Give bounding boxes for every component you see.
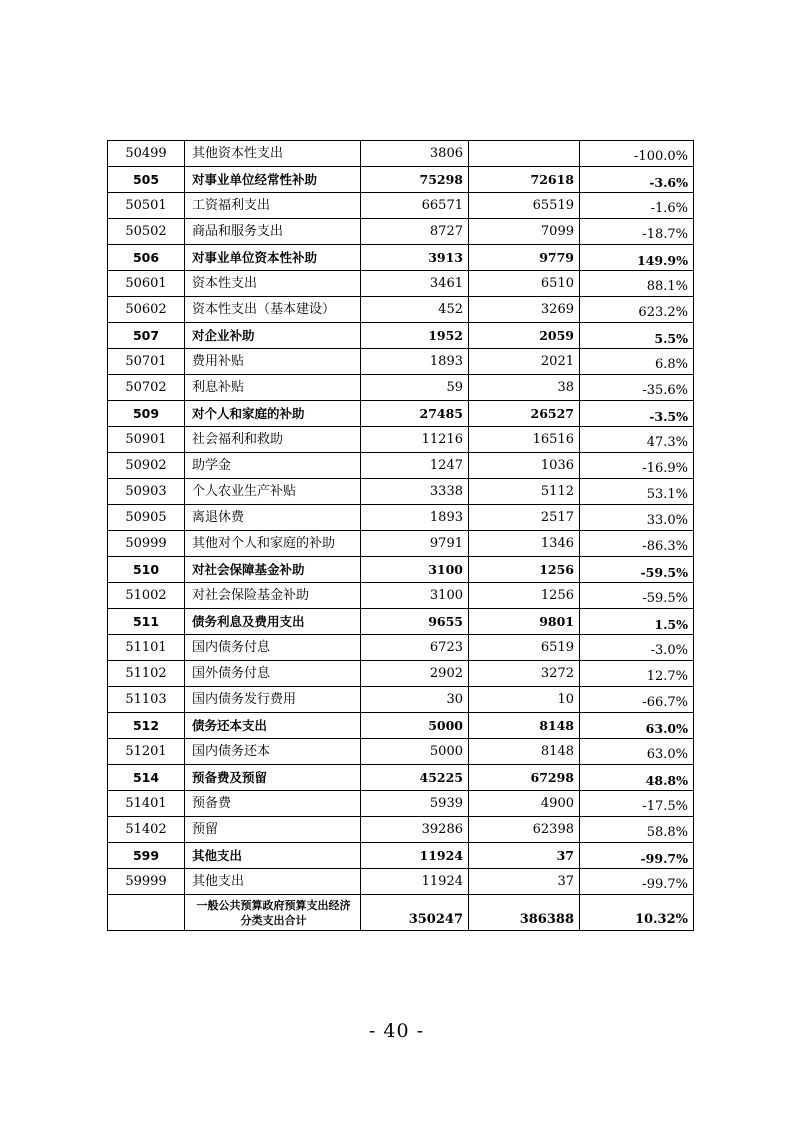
table-row [108, 297, 694, 323]
rate-cell: -66.7% [580, 687, 694, 713]
table-row [108, 531, 694, 557]
total-value1-cell: 350247 [361, 895, 469, 931]
name-cell: 个人农业生产补贴 [185, 479, 361, 505]
code-cell: 51201 [108, 739, 185, 765]
code-cell: 506 [108, 245, 185, 271]
value2-cell: 67298 [469, 765, 580, 791]
value2-cell: 37 [469, 869, 580, 895]
total-row [108, 895, 694, 931]
table-row [108, 583, 694, 609]
value1-cell: 9655 [361, 609, 469, 635]
code-cell: 51103 [108, 687, 185, 713]
value1-cell: 1893 [361, 505, 469, 531]
value2-cell: 65519 [469, 193, 580, 219]
table-row [108, 687, 694, 713]
code-cell: 51002 [108, 583, 185, 609]
rate-cell: 6.8% [580, 349, 694, 375]
value2-cell: 37 [469, 843, 580, 869]
value2-cell: 38 [469, 375, 580, 401]
code-cell: 50905 [108, 505, 185, 531]
rate-cell: -86.3% [580, 531, 694, 557]
value2-cell: 10 [469, 687, 580, 713]
value1-cell: 5000 [361, 739, 469, 765]
value2-cell: 16516 [469, 427, 580, 453]
name-cell: 助学金 [185, 453, 361, 479]
value2-cell: 3272 [469, 661, 580, 687]
name-cell: 国外债务付息 [185, 661, 361, 687]
name-cell: 对事业单位经常性补助 [185, 167, 361, 193]
table-row [108, 817, 694, 843]
category-row [108, 167, 694, 193]
name-cell: 其他对个人和家庭的补助 [185, 531, 361, 557]
value1-cell: 11924 [361, 843, 469, 869]
name-cell: 对社会保障基金补助 [185, 557, 361, 583]
name-cell: 国内债务发行费用 [185, 687, 361, 713]
name-cell: 利息补贴 [185, 375, 361, 401]
table-row [108, 869, 694, 895]
value2-cell: 1256 [469, 557, 580, 583]
table-row [108, 453, 694, 479]
category-row [108, 557, 694, 583]
value1-cell: 9791 [361, 531, 469, 557]
table-row [108, 505, 694, 531]
value1-cell: 5939 [361, 791, 469, 817]
value2-cell: 9801 [469, 609, 580, 635]
name-cell: 费用补贴 [185, 349, 361, 375]
code-cell: 599 [108, 843, 185, 869]
code-cell: 51101 [108, 635, 185, 661]
rate-cell: -3.5% [580, 401, 694, 427]
value2-cell: 1036 [469, 453, 580, 479]
name-cell: 资本性支出（基本建设） [185, 297, 361, 323]
table-row [108, 349, 694, 375]
code-cell: 50502 [108, 219, 185, 245]
rate-cell: 33.0% [580, 505, 694, 531]
rate-cell: 63.0% [580, 739, 694, 765]
value1-cell: 1893 [361, 349, 469, 375]
code-cell: 50601 [108, 271, 185, 297]
rate-cell: -3.6% [580, 167, 694, 193]
table-row [108, 271, 694, 297]
value1-cell: 5000 [361, 713, 469, 739]
value1-cell: 59 [361, 375, 469, 401]
rate-cell: -35.6% [580, 375, 694, 401]
code-cell: 511 [108, 609, 185, 635]
name-cell: 国内债务付息 [185, 635, 361, 661]
value2-cell: 1346 [469, 531, 580, 557]
name-cell: 对企业补助 [185, 323, 361, 349]
value1-cell: 27485 [361, 401, 469, 427]
value2-cell: 2021 [469, 349, 580, 375]
budget-expenditure-table [107, 140, 694, 931]
table-row [108, 193, 694, 219]
name-cell: 债务利息及费用支出 [185, 609, 361, 635]
code-cell: 50902 [108, 453, 185, 479]
value1-cell: 45225 [361, 765, 469, 791]
name-cell: 商品和服务支出 [185, 219, 361, 245]
name-cell: 其他资本性支出 [185, 141, 361, 167]
code-cell: 509 [108, 401, 185, 427]
code-cell: 50901 [108, 427, 185, 453]
name-cell: 预备费及预留 [185, 765, 361, 791]
name-cell: 其他支出 [185, 869, 361, 895]
name-cell: 社会福利和救助 [185, 427, 361, 453]
table-row [108, 141, 694, 167]
name-cell: 资本性支出 [185, 271, 361, 297]
rate-cell: -59.5% [580, 583, 694, 609]
value1-cell: 30 [361, 687, 469, 713]
table-row [108, 479, 694, 505]
rate-cell: 1.5% [580, 609, 694, 635]
rate-cell: 149.9% [580, 245, 694, 271]
value1-cell: 3100 [361, 557, 469, 583]
code-cell: 50499 [108, 141, 185, 167]
value2-cell: 2517 [469, 505, 580, 531]
value1-cell: 3913 [361, 245, 469, 271]
value2-cell [469, 141, 580, 167]
category-row [108, 323, 694, 349]
value1-cell: 3100 [361, 583, 469, 609]
rate-cell: -99.7% [580, 869, 694, 895]
value2-cell: 8148 [469, 739, 580, 765]
category-row [108, 765, 694, 791]
value1-cell: 2902 [361, 661, 469, 687]
name-cell: 对个人和家庭的补助 [185, 401, 361, 427]
rate-cell: -16.9% [580, 453, 694, 479]
value1-cell: 6723 [361, 635, 469, 661]
name-cell: 工资福利支出 [185, 193, 361, 219]
value2-cell: 7099 [469, 219, 580, 245]
value1-cell: 11924 [361, 869, 469, 895]
code-cell: 51402 [108, 817, 185, 843]
value2-cell: 26527 [469, 401, 580, 427]
rate-cell: 12.7% [580, 661, 694, 687]
code-cell: 514 [108, 765, 185, 791]
value2-cell: 72618 [469, 167, 580, 193]
category-row [108, 401, 694, 427]
value1-cell: 75298 [361, 167, 469, 193]
code-cell: 505 [108, 167, 185, 193]
value1-cell: 452 [361, 297, 469, 323]
rate-cell: 58.8% [580, 817, 694, 843]
table-row [108, 635, 694, 661]
value2-cell: 9779 [469, 245, 580, 271]
rate-cell: 88.1% [580, 271, 694, 297]
rate-cell: 47.3% [580, 427, 694, 453]
value1-cell: 3338 [361, 479, 469, 505]
code-cell: 507 [108, 323, 185, 349]
value1-cell: 8727 [361, 219, 469, 245]
value2-cell: 1256 [469, 583, 580, 609]
total-rate-cell: 10.32% [580, 895, 694, 931]
value2-cell: 3269 [469, 297, 580, 323]
code-cell: 50702 [108, 375, 185, 401]
total-value2-cell: 386388 [469, 895, 580, 931]
name-cell: 预留 [185, 817, 361, 843]
category-row [108, 843, 694, 869]
code-cell: 50903 [108, 479, 185, 505]
code-cell: 512 [108, 713, 185, 739]
name-cell: 对事业单位资本性补助 [185, 245, 361, 271]
table-row [108, 375, 694, 401]
table-body [108, 141, 694, 931]
value1-cell: 66571 [361, 193, 469, 219]
page-number: - 40 - [368, 1020, 425, 1042]
value2-cell: 4900 [469, 791, 580, 817]
table-row [108, 427, 694, 453]
table-row [108, 661, 694, 687]
code-cell: 50999 [108, 531, 185, 557]
value2-cell: 2059 [469, 323, 580, 349]
name-cell: 离退休费 [185, 505, 361, 531]
name-cell: 债务还本支出 [185, 713, 361, 739]
value2-cell: 6510 [469, 271, 580, 297]
rate-cell: -99.7% [580, 843, 694, 869]
value1-cell: 3461 [361, 271, 469, 297]
value1-cell: 39286 [361, 817, 469, 843]
name-cell: 对社会保险基金补助 [185, 583, 361, 609]
value2-cell: 6519 [469, 635, 580, 661]
name-cell: 国内债务还本 [185, 739, 361, 765]
rate-cell: -3.0% [580, 635, 694, 661]
code-cell: 51102 [108, 661, 185, 687]
rate-cell: 53.1% [580, 479, 694, 505]
name-cell: 预备费 [185, 791, 361, 817]
rate-cell: -100.0% [580, 141, 694, 167]
value2-cell: 62398 [469, 817, 580, 843]
rate-cell: 623.2% [580, 297, 694, 323]
category-row [108, 713, 694, 739]
value1-cell: 1247 [361, 453, 469, 479]
table-row [108, 791, 694, 817]
rate-cell: 48.8% [580, 765, 694, 791]
rate-cell: -17.5% [580, 791, 694, 817]
rate-cell: -1.6% [580, 193, 694, 219]
rate-cell: 5.5% [580, 323, 694, 349]
code-cell: 510 [108, 557, 185, 583]
value1-cell: 11216 [361, 427, 469, 453]
total-name-cell: 一般公共预算政府预算支出经济分类支出合计 [185, 895, 361, 931]
code-cell: 50602 [108, 297, 185, 323]
category-row [108, 609, 694, 635]
value1-cell: 1952 [361, 323, 469, 349]
total-code-cell [108, 895, 185, 931]
code-cell: 59999 [108, 869, 185, 895]
rate-cell: 63.0% [580, 713, 694, 739]
rate-cell: -59.5% [580, 557, 694, 583]
table-row [108, 739, 694, 765]
code-cell: 51401 [108, 791, 185, 817]
category-row [108, 245, 694, 271]
code-cell: 50501 [108, 193, 185, 219]
rate-cell: -18.7% [580, 219, 694, 245]
value2-cell: 5112 [469, 479, 580, 505]
table-row [108, 219, 694, 245]
value2-cell: 8148 [469, 713, 580, 739]
code-cell: 50701 [108, 349, 185, 375]
name-cell: 其他支出 [185, 843, 361, 869]
value1-cell: 3806 [361, 141, 469, 167]
